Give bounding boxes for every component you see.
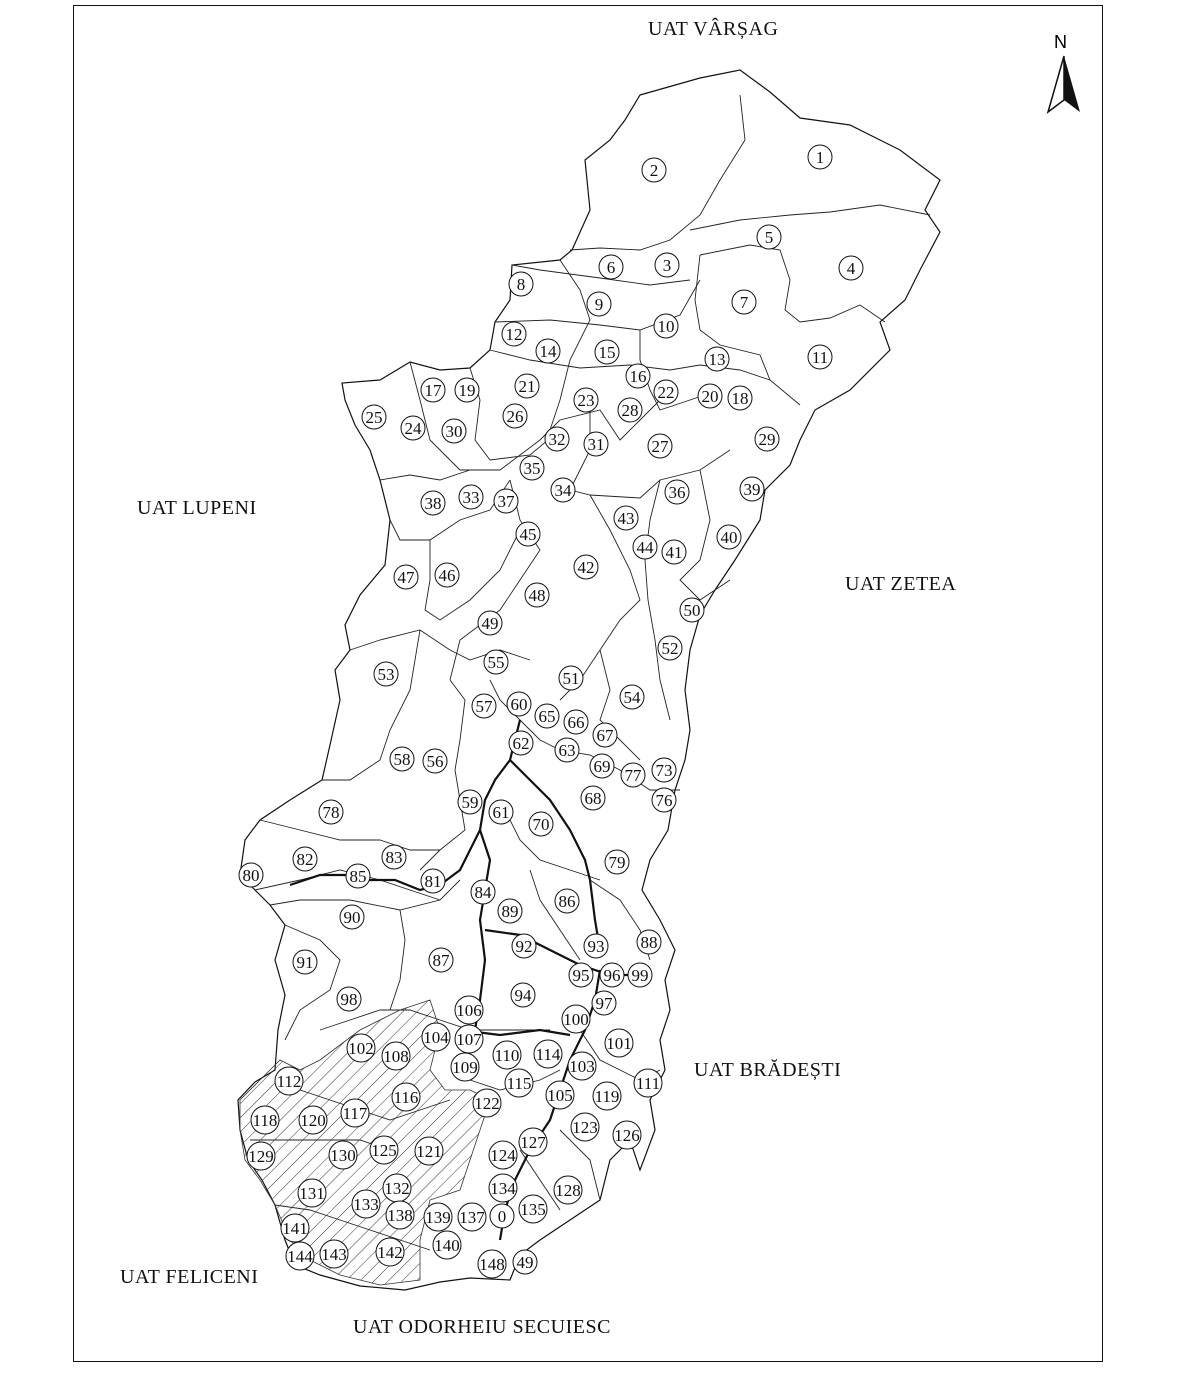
parcel-number: 84: [474, 883, 492, 902]
parcel-marker: [442, 419, 466, 443]
parcel-marker: [618, 398, 642, 422]
parcel-number: 148: [479, 1255, 505, 1274]
parcel-marker: [652, 758, 676, 782]
parcel-number: 11: [811, 348, 829, 367]
parcel-marker: [559, 666, 583, 690]
parcel-number: 130: [330, 1146, 356, 1165]
parcel-number: 106: [456, 1001, 482, 1020]
parcel-marker: [654, 314, 678, 338]
parcel-marker: [595, 340, 619, 364]
parcel-number: 82: [296, 850, 314, 869]
parcel-marker: [455, 378, 479, 402]
parcel-marker: [605, 1029, 633, 1057]
parcel-number: 62: [512, 734, 530, 753]
parcel-marker: [658, 636, 682, 660]
parcel-marker: [571, 1113, 599, 1141]
parcel-marker: [621, 763, 645, 787]
parcel-marker: [424, 1203, 452, 1231]
parcel-number: 93: [587, 937, 605, 956]
parcel-marker: [662, 540, 686, 564]
parcel-marker: [535, 704, 559, 728]
parcel-marker: [293, 950, 317, 974]
parcel-number: 7: [739, 293, 749, 312]
parcel-marker: [478, 1250, 506, 1278]
parcel-marker: [423, 749, 447, 773]
parcel-marker: [458, 790, 482, 814]
parcel-number: 30: [445, 422, 463, 441]
parcel-number: 99: [631, 966, 649, 985]
parcel-marker: [435, 563, 459, 587]
parcel-marker: [503, 404, 527, 428]
parcel-marker: [239, 863, 263, 887]
parcel-number: 5: [764, 228, 774, 247]
parcel-marker: [415, 1137, 443, 1165]
parcel-marker: [299, 1106, 327, 1134]
parcel-number: 108: [383, 1047, 409, 1066]
parcel-marker: [376, 1238, 404, 1266]
parcel-number: 41: [665, 543, 683, 562]
parcel-marker: [705, 347, 729, 371]
parcel-number: 37: [497, 492, 515, 511]
parcel-number: 8: [516, 275, 526, 294]
parcel-number: 133: [353, 1195, 379, 1214]
parcel-number: 2: [649, 161, 659, 180]
parcel-marker: [568, 1052, 596, 1080]
parcel-marker: [390, 747, 414, 771]
parcel-number: 14: [539, 342, 557, 361]
parcel-number: 25: [365, 408, 383, 427]
parcel-marker: [298, 1179, 326, 1207]
parcel-marker: [732, 290, 756, 314]
parcel-number: 102: [348, 1039, 374, 1058]
parcel-marker: [755, 427, 779, 451]
parcel-number: 103: [569, 1057, 595, 1076]
parcel-marker: [275, 1067, 303, 1095]
parcel-marker: [251, 1106, 279, 1134]
parcel-number: 104: [423, 1028, 449, 1047]
parcel-marker: [740, 477, 764, 501]
parcel-number: 137: [459, 1208, 485, 1227]
parcel-number: 80: [242, 866, 260, 885]
parcel-marker: [555, 889, 579, 913]
neighbor-west-label: UAT LUPENI: [137, 497, 257, 519]
parcel-marker: [628, 963, 652, 987]
parcel-marker: [652, 788, 676, 812]
parcel-number: 58: [393, 750, 411, 769]
parcel-marker: [509, 272, 533, 296]
parcel-number: 9: [594, 295, 604, 314]
parcel-marker: [536, 339, 560, 363]
parcel-number: 32: [548, 430, 566, 449]
parcel-marker: [458, 1203, 486, 1231]
parcel-marker: [433, 1231, 461, 1259]
parcel-marker: [808, 345, 832, 369]
parcel-number: 125: [371, 1141, 397, 1160]
parcel-marker: [620, 685, 644, 709]
parcel-marker: [637, 930, 661, 954]
parcel-number: 126: [614, 1126, 640, 1145]
parcel-number: 52: [661, 639, 679, 658]
neighbor-north-label: UAT VÂRȘAG: [648, 18, 779, 40]
neighbor-south-label: UAT ODORHEIU SECUIESC: [353, 1316, 611, 1338]
parcel-marker: [555, 738, 579, 762]
parcel-number: 89: [501, 902, 519, 921]
parcel-marker: [340, 905, 364, 929]
parcel-number: 112: [276, 1072, 302, 1091]
parcel-number: 26: [506, 407, 524, 426]
parcel-marker: [337, 987, 361, 1011]
north-arrow-icon: [1044, 54, 1084, 116]
parcel-number: 38: [424, 494, 442, 513]
parcel-marker: [613, 1121, 641, 1149]
parcel-number: 43: [617, 509, 635, 528]
parcel-marker: [489, 800, 513, 824]
parcel-number: 118: [252, 1111, 278, 1130]
parcel-marker: [605, 850, 629, 874]
parcel-marker: [370, 1136, 398, 1164]
parcel-number: 44: [636, 538, 654, 557]
parcel-marker: [808, 145, 832, 169]
parcel-marker: [451, 1053, 479, 1081]
parcel-marker: [494, 489, 518, 513]
parcel-marker: [534, 1040, 562, 1068]
parcel-marker: [633, 535, 657, 559]
parcel-number: 40: [720, 528, 738, 547]
parcel-marker: [341, 1099, 369, 1127]
parcel-number: 34: [554, 481, 572, 500]
parcel-number: 78: [322, 803, 340, 822]
parcel-marker: [574, 388, 598, 412]
parcel-number: 48: [528, 586, 546, 605]
parcel-number: 119: [594, 1087, 620, 1106]
parcel-marker: [382, 845, 406, 869]
parcel-marker: [512, 934, 536, 958]
parcel-number: 21: [518, 377, 536, 396]
parcel-number: 86: [558, 892, 576, 911]
parcel-marker: [614, 506, 638, 530]
parcel-marker: [507, 692, 531, 716]
parcel-marker: [592, 991, 616, 1015]
parcel-number: 50: [683, 601, 701, 620]
parcel-number: 59: [461, 793, 479, 812]
parcel-number: 97: [595, 994, 613, 1013]
parcel-marker: [489, 1141, 517, 1169]
parcel-marker: [584, 432, 608, 456]
parcel-number: 92: [515, 937, 533, 956]
parcel-number: 121: [416, 1142, 442, 1161]
parcel-marker: [509, 731, 533, 755]
parcel-marker: [698, 384, 722, 408]
parcel-marker: [717, 525, 741, 549]
parcel-marker: [478, 611, 502, 635]
parcel-number: 134: [490, 1179, 516, 1198]
parcel-number: 94: [514, 986, 532, 1005]
parcel-number: 129: [248, 1147, 274, 1166]
parcel-number: 22: [657, 383, 675, 402]
parcel-number: 127: [520, 1133, 546, 1152]
parcel-marker: [293, 847, 317, 871]
parcel-marker: [281, 1214, 309, 1242]
parcel-number: 13: [708, 350, 726, 369]
parcel-marker: [593, 1082, 621, 1110]
parcel-marker: [489, 1174, 517, 1202]
parcel-marker: [472, 694, 496, 718]
parcel-number: 35: [523, 459, 541, 478]
parcel-marker: [525, 583, 549, 607]
parcel-marker: [498, 899, 522, 923]
parcel-marker: [429, 948, 453, 972]
parcel-number: 1: [815, 148, 825, 167]
parcel-number: 15: [598, 343, 616, 362]
parcel-number: 114: [535, 1045, 561, 1064]
parcel-marker: [471, 880, 495, 904]
parcel-marker: [581, 786, 605, 810]
parcel-number: 110: [494, 1046, 520, 1065]
parcel-marker: [455, 1025, 483, 1053]
parcel-number: 107: [456, 1030, 482, 1049]
parcel-marker: [593, 723, 617, 747]
parcel-number: 96: [603, 966, 621, 985]
parcel-number: 132: [384, 1179, 410, 1198]
parcel-marker: [642, 158, 666, 182]
parcel-number: 67: [596, 726, 614, 745]
parcel-number: 46: [438, 566, 456, 585]
parcel-marker: [329, 1141, 357, 1169]
parcel-marker: [362, 405, 386, 429]
parcel-marker: [346, 864, 370, 888]
parcel-number: 55: [487, 653, 505, 672]
parcel-number: 12: [505, 325, 523, 344]
parcel-marker: [505, 1069, 533, 1097]
parcel-marker: [562, 1005, 590, 1033]
parcel-marker: [490, 1204, 514, 1228]
parcel-marker: [520, 456, 544, 480]
parcel-number: 115: [506, 1074, 532, 1093]
parcel-number: 73: [655, 761, 673, 780]
parcel-marker: [728, 386, 752, 410]
parcel-marker: [516, 522, 540, 546]
parcel-marker: [502, 322, 526, 346]
parcel-marker: [493, 1041, 521, 1069]
parcel-marker: [587, 292, 611, 316]
parcel-number: 49: [516, 1253, 534, 1272]
parcel-number: 83: [385, 848, 403, 867]
parcel-marker: [839, 256, 863, 280]
parcel-marker: [519, 1195, 547, 1223]
parcel-number: 18: [731, 389, 749, 408]
parcel-marker: [394, 565, 418, 589]
parcel-number: 142: [377, 1243, 403, 1262]
parcel-marker: [599, 255, 623, 279]
parcel-number: 138: [387, 1206, 413, 1225]
parcel-marker: [247, 1142, 275, 1170]
parcel-marker: [546, 1081, 574, 1109]
parcel-number: 124: [490, 1146, 516, 1165]
parcel-marker: [654, 380, 678, 404]
parcel-number: 144: [287, 1247, 313, 1266]
parcel-marker: [421, 869, 445, 893]
parcel-number: 10: [657, 317, 675, 336]
parcel-number: 85: [349, 867, 367, 886]
parcel-number: 120: [300, 1111, 326, 1130]
parcel-marker: [421, 378, 445, 402]
parcel-marker: [473, 1089, 501, 1117]
parcel-number: 109: [452, 1058, 478, 1077]
parcel-marker: [680, 598, 704, 622]
parcel-number: 77: [624, 766, 642, 785]
parcel-number: 54: [623, 688, 641, 707]
parcel-number: 27: [651, 437, 669, 456]
parcel-number: 42: [577, 558, 595, 577]
parcel-number: 57: [475, 697, 493, 716]
parcel-marker: [569, 963, 593, 987]
parcel-marker: [511, 983, 535, 1007]
parcel-number: 140: [434, 1236, 460, 1255]
parcel-marker: [584, 934, 608, 958]
parcel-number: 95: [572, 966, 590, 985]
parcel-number: 116: [393, 1088, 419, 1107]
parcel-number: 123: [572, 1118, 598, 1137]
parcel-marker: [626, 364, 650, 388]
parcel-marker: [484, 650, 508, 674]
parcel-number: 60: [510, 695, 528, 714]
parcel-number: 69: [593, 757, 611, 776]
parcel-number: 63: [558, 741, 576, 760]
parcel-marker: [515, 374, 539, 398]
parcel-number: 23: [577, 391, 595, 410]
parcel-marker: [600, 963, 624, 987]
parcel-number: 100: [563, 1010, 589, 1029]
parcel-marker: [519, 1128, 547, 1156]
parcel-marker: [648, 434, 672, 458]
parcel-number: 79: [608, 853, 626, 872]
parcel-marker: [374, 662, 398, 686]
parcel-number: 88: [640, 933, 658, 952]
parcel-marker: [401, 416, 425, 440]
parcel-number: 111: [635, 1074, 661, 1093]
parcel-number: 87: [432, 951, 450, 970]
parcel-marker: [564, 710, 588, 734]
parcel-number: 47: [397, 568, 415, 587]
parcel-marker: [347, 1034, 375, 1062]
parcel-number: 135: [520, 1200, 546, 1219]
parcel-marker: [590, 754, 614, 778]
neighbor-southwest-label: UAT FELICENI: [120, 1266, 259, 1288]
parcel-number: 49: [481, 614, 499, 633]
parcel-number: 91: [296, 953, 314, 972]
parcel-number: 17: [424, 381, 442, 400]
neighbor-southeast-label: UAT BRĂDEȘTI: [694, 1059, 842, 1081]
parcel-number: 122: [474, 1094, 500, 1113]
parcel-number: 65: [538, 707, 556, 726]
parcel-number: 76: [655, 791, 673, 810]
parcel-marker: [392, 1083, 420, 1111]
parcel-marker: [513, 1250, 537, 1274]
parcel-number: 53: [377, 665, 395, 684]
parcel-number: 61: [492, 803, 510, 822]
parcel-number: 51: [562, 669, 580, 688]
parcel-number: 19: [458, 381, 476, 400]
parcel-number: 70: [532, 815, 550, 834]
parcel-number: 90: [343, 908, 361, 927]
neighbor-east-label: UAT ZETEA: [845, 573, 957, 595]
parcel-marker: [319, 800, 343, 824]
parcel-marker: [422, 1023, 450, 1051]
parcel-number: 141: [282, 1219, 308, 1238]
parcel-number: 81: [424, 872, 442, 891]
parcel-marker: [634, 1069, 662, 1097]
parcel-number: 4: [846, 259, 856, 278]
parcel-marker: [320, 1240, 348, 1268]
parcel-number: 131: [299, 1184, 325, 1203]
parcel-number: 143: [321, 1245, 347, 1264]
north-arrow-letter: N: [1054, 32, 1067, 52]
parcel-number: 16: [629, 367, 647, 386]
parcel-marker: [421, 491, 445, 515]
parcel-number: 139: [425, 1208, 451, 1227]
parcel-number: 29: [758, 430, 776, 449]
parcel-number: 20: [701, 387, 719, 406]
parcel-marker: [551, 478, 575, 502]
parcel-marker: [655, 253, 679, 277]
parcel-number: 31: [587, 435, 605, 454]
parcel-number: 0: [497, 1207, 507, 1226]
parcel-marker: [757, 225, 781, 249]
parcel-marker: [574, 555, 598, 579]
parcel-marker: [383, 1174, 411, 1202]
parcel-number: 68: [584, 789, 602, 808]
parcel-number: 56: [426, 752, 444, 771]
parcel-marker: [455, 996, 483, 1024]
parcel-number: 66: [567, 713, 585, 732]
parcel-number: 105: [547, 1086, 573, 1105]
parcel-number: 117: [342, 1104, 368, 1123]
parcel-number: 6: [606, 258, 616, 277]
parcel-marker: [386, 1201, 414, 1229]
parcel-marker: [286, 1242, 314, 1270]
parcel-marker: [545, 427, 569, 451]
parcel-number: 3: [662, 256, 672, 275]
parcel-number: 24: [404, 419, 422, 438]
parcel-number: 33: [462, 488, 480, 507]
parcel-marker: [554, 1176, 582, 1204]
parcel-number: 36: [668, 483, 686, 502]
parcel-marker: [665, 480, 689, 504]
parcel-marker: [529, 812, 553, 836]
parcel-number: 128: [555, 1181, 581, 1200]
parcel-marker: [352, 1190, 380, 1218]
parcel-number: 98: [340, 990, 358, 1009]
parcel-marker: [382, 1042, 410, 1070]
parcel-number: 39: [743, 480, 761, 499]
parcel-number: 101: [606, 1034, 632, 1053]
parcel-number: 45: [519, 525, 537, 544]
parcel-number: 28: [621, 401, 639, 420]
parcel-marker: [459, 485, 483, 509]
